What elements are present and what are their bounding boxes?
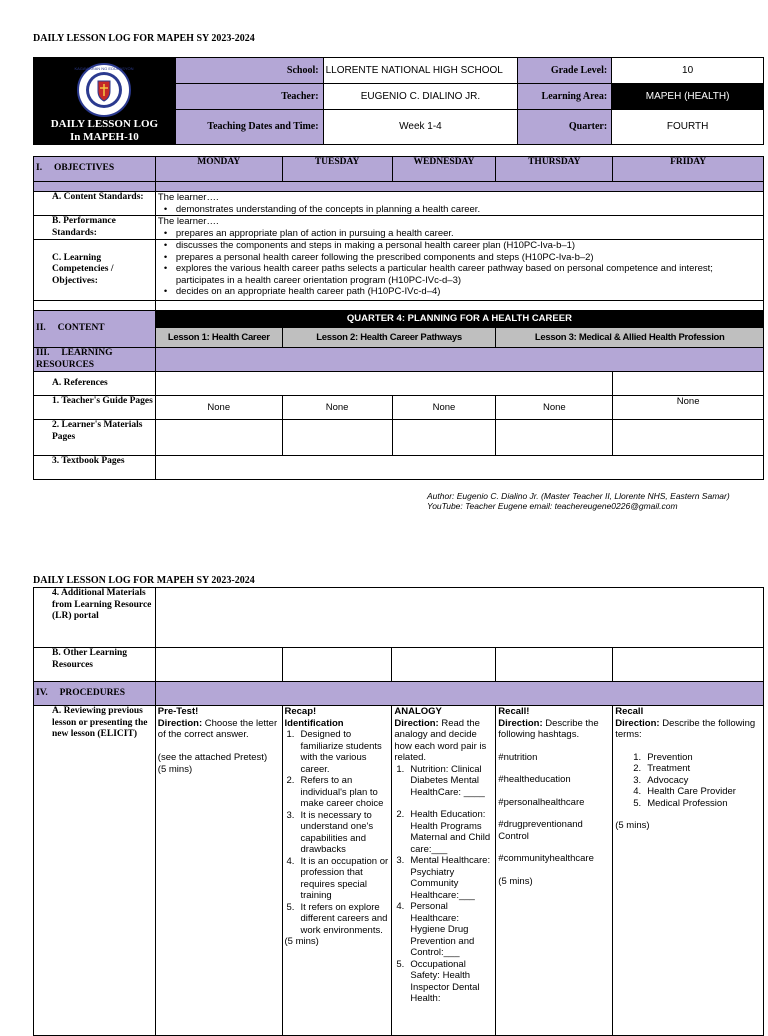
- friday-time: (5 mins): [615, 820, 650, 831]
- quarter-label: Quarter:: [518, 109, 612, 144]
- tuesday-subtitle: Identification: [284, 717, 344, 729]
- thursday-tag: #personalhealthcare: [498, 796, 585, 808]
- monday-activity: [155, 706, 282, 1036]
- monday-direction: Choose the letter of the correct answer.: [157, 717, 278, 740]
- friday-direction-label: Direction:: [615, 717, 660, 729]
- competencies-cell: [155, 240, 763, 301]
- performance-standards-label: B. Performance Standards:: [34, 216, 156, 240]
- content-standards-cell: [155, 192, 763, 216]
- deped-logo-block: [34, 58, 176, 145]
- friday-title: Recall: [615, 706, 644, 717]
- teacher-label: Teacher:: [175, 83, 323, 109]
- lesson-1: Lesson 1: Health Career: [155, 328, 282, 348]
- competency-item: • decides on an appropriate health career path (H10PC-IVc-d–4): [176, 286, 761, 298]
- wednesday-item: Mental Healthcare: Psychiatry Community Healthcare:___: [410, 855, 491, 901]
- quarter-title: QUARTER 4: PLANNING FOR A HEALTH CAREER: [155, 311, 763, 328]
- wednesday-activity: ANALOGY Direction: Read the analogy and decide how each word pair is related. 1. Nutrition: Clinical Diabetes Mental HealthCare: ____ 2. Health Education: Health Programs Maternal and Child care:___ 3. Mental Healthcare: Psychiatry Community Healthcare:___ 4. Personal Healthcare: Hygiene Drug Prevention and Control:___ 5. Occupational Safety: Health Inspector Dental Health:: [392, 706, 496, 1036]
- tuesday-item: Designed to familiarize students with the various career.: [300, 729, 382, 775]
- thursday-time: (5 mins): [498, 875, 533, 887]
- monday-time: (5 mins): [157, 763, 193, 775]
- lesson-2: Lesson 2: Health Career Pathways: [282, 328, 496, 348]
- content-standards-label: A. Content Standards:: [34, 192, 156, 216]
- competencies-label: C. Learning Competencies / Objectives:: [34, 240, 156, 301]
- content-standards-item: • demonstrates understanding of the concepts in planning a health career.: [176, 204, 761, 216]
- monday-note: (see the attached Pretest): [157, 752, 268, 763]
- thursday-title: Recall!: [498, 706, 530, 717]
- dates-value: Week 1-4: [323, 109, 518, 144]
- objectives-heading: OBJECTIVES: [53, 163, 115, 174]
- wednesday-direction-label: Direction:: [394, 717, 439, 729]
- wednesday-item: Occupational Safety: Health Inspector Dental Health:: [410, 958, 480, 1004]
- friday-item: Treatment: [647, 763, 691, 774]
- page-title: DAILY LESSON LOG FOR MAPEH SY 2023-2024: [33, 33, 255, 44]
- tg-friday: None: [613, 396, 764, 420]
- resources-num: III.: [36, 348, 50, 358]
- procedures-section: [34, 682, 156, 706]
- thursday-tag: #healtheducation: [498, 774, 571, 785]
- wednesday-title: ANALOGY: [394, 706, 442, 717]
- procedures-heading: PROCEDURES: [59, 687, 126, 698]
- objectives-num: I.: [36, 163, 43, 174]
- deped-seal-icon: [74, 62, 134, 118]
- content-heading: CONTENT: [57, 323, 105, 334]
- objectives-table: [33, 156, 764, 480]
- quarter-value: FOURTH: [612, 109, 764, 144]
- competency-item: • discusses the components and steps in making a personal health career plan (H10PC-Iva-b–1): [176, 240, 761, 252]
- seal-text: KAGAWARAN NG EDUKASYON: [74, 66, 134, 71]
- page-title-2: DAILY LESSON LOG FOR MAPEH SY 2023-2024: [33, 575, 255, 586]
- day-wednesday: WEDNESDAY: [392, 157, 496, 182]
- wednesday-direction: Read the analogy and decide how each word pair is related.: [394, 717, 487, 763]
- references-label: A. References: [34, 372, 156, 396]
- friday-item: Advocacy: [647, 774, 689, 786]
- tuesday-item: Refers to an individual's plan to make career choice: [300, 775, 384, 809]
- area-value: MAPEH (HEALTH): [612, 83, 764, 109]
- textbook-label: 3. Textbook Pages: [34, 456, 156, 480]
- monday-direction-label: Direction:: [157, 717, 203, 729]
- monday-title: Pre-Test!: [157, 706, 199, 717]
- tuesday-item: It refers on explore different careers and work environments.: [300, 901, 388, 936]
- competency-item: • prepares a personal health career following the prescribed components and steps (H10PC-Iva-b–2): [176, 252, 761, 264]
- competency-item: • explores the various health career paths selects a particular health career pathway based on personal competence and interest; participates in a health career orientation program (H10PC-IVc-d–3): [176, 263, 761, 286]
- thursday-tag: #nutrition: [498, 751, 538, 763]
- friday-item: Health Care Provider: [647, 786, 736, 797]
- area-label: Learning Area:: [518, 83, 612, 109]
- resources-section: [34, 348, 156, 372]
- tuesday-item: It is an occupation or profession that requires special training: [300, 855, 389, 901]
- tuesday-time: (5 mins): [284, 936, 319, 947]
- resources-heading: LEARNING RESOURCES: [36, 348, 113, 370]
- log-title-line2: In MAPEH-10: [70, 131, 139, 143]
- thursday-direction: Describe the following hashtags.: [498, 717, 599, 740]
- tg-monday: None: [155, 396, 282, 420]
- grade-label: Grade Level:: [518, 58, 612, 84]
- tg-wednesday: None: [392, 396, 496, 420]
- friday-activity: Recall Direction: Describe the following terms: 1. Prevention 2. Treatment 3. Advocacy 4. Health Care Provider 5. Medical Profession (5 mins): [613, 706, 764, 1036]
- teacher-value: EUGENIO C. DIALINO JR.: [323, 83, 518, 109]
- objectives-section: [34, 157, 156, 182]
- thursday-tag: #communityhealthcare: [498, 853, 594, 864]
- tuesday-item: It is necessary to understand one's capabilities and drawbacks: [300, 809, 374, 855]
- day-thursday: THURSDAY: [496, 157, 613, 182]
- grade-value: 10: [612, 58, 764, 84]
- friday-item: Medical Profession: [647, 797, 728, 809]
- procedures-num: IV.: [36, 687, 48, 698]
- tg-thursday: None: [496, 396, 613, 420]
- thursday-tag: #drugpreventionand Control: [498, 819, 583, 842]
- friday-item: Prevention: [647, 751, 693, 763]
- author-note: [427, 491, 730, 511]
- content-section: [34, 311, 156, 348]
- thursday-activity: [496, 706, 613, 1036]
- wednesday-item: Personal Healthcare: Hygiene Drug Prevention and Control:___: [410, 901, 475, 958]
- wednesday-item: Health Education: Health Programs Maternal and Child care:___: [410, 809, 491, 855]
- school-label: School:: [175, 58, 323, 84]
- day-tuesday: TUESDAY: [282, 157, 392, 182]
- lesson-3: Lesson 3: Medical & Allied Health Profession: [496, 328, 764, 348]
- other-resources-label: B. Other Learning Resources: [34, 648, 156, 682]
- school-value: LLORENTE NATIONAL HIGH SCHOOL: [323, 58, 518, 84]
- friday-direction: Describe the following terms:: [615, 717, 756, 740]
- procedures-table: [33, 587, 764, 1036]
- additional-materials-label: 4. Additional Materials from Learning Resource (LR) portal: [34, 588, 156, 648]
- content-num: II.: [36, 323, 46, 334]
- review-lesson-label: A. Reviewing previous lesson or presenting the new lesson (ELICIT): [34, 706, 156, 1036]
- tg-tuesday: None: [282, 396, 392, 420]
- day-friday: FRIDAY: [613, 157, 764, 182]
- performance-standards-item: • prepares an appropriate plan of action in pursuing a health career.: [176, 228, 761, 240]
- log-title-line1: DAILY LESSON LOG: [50, 118, 159, 130]
- content-standards-intro: The learner….: [157, 192, 219, 203]
- performance-standards-cell: [155, 216, 763, 240]
- day-monday: MONDAY: [155, 157, 282, 182]
- learners-materials-label: 2. Learner's Materials Pages: [34, 420, 156, 456]
- header-table: [33, 57, 764, 145]
- wednesday-item: Nutrition: Clinical Diabetes Mental HealthCare: ____: [410, 763, 485, 798]
- performance-standards-intro: The learner….: [157, 216, 219, 227]
- author-line: Author: Eugenio C. Dialino Jr. (Master Teacher II, Llorente NHS, Eastern Samar): [427, 491, 730, 501]
- teachers-guide-label: 1. Teacher's Guide Pages: [34, 396, 156, 420]
- tuesday-title: Recap!: [284, 706, 317, 717]
- author-contact: YouTube: Teacher Eugene email: teachereugene0226@gmail.com: [427, 501, 678, 511]
- dates-label: Teaching Dates and Time:: [175, 109, 323, 144]
- thursday-direction-label: Direction:: [498, 717, 543, 729]
- tuesday-activity: Recap! Identification 1. Designed to familiarize students with the various career. 2. Refers to an individual's plan to make career choice 3. It is necessary to understand one's capabilities and drawbacks 4. It is an occupation or profession that requires special training 5. It refers on explore different careers and work environments. (5 mins): [282, 706, 392, 1036]
